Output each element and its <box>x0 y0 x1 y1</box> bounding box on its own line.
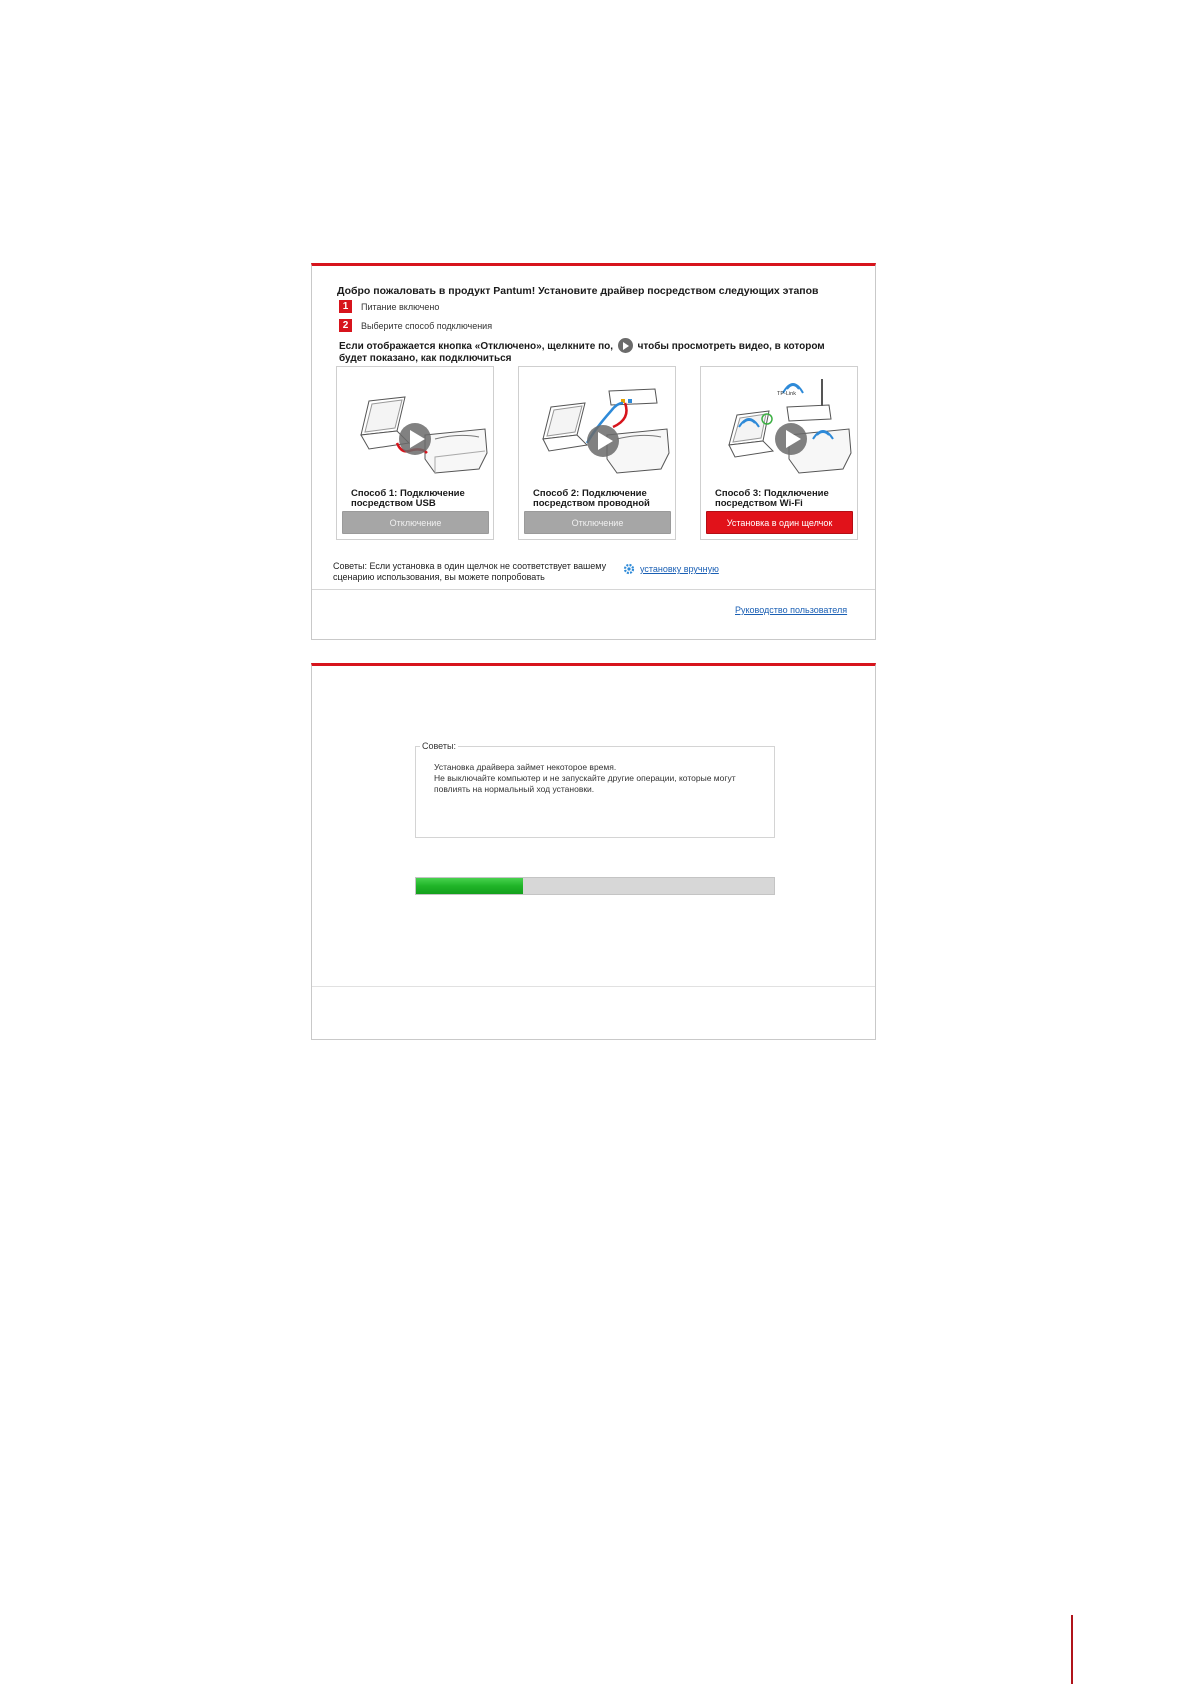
usb-disabled-button[interactable]: Отключение <box>342 511 489 534</box>
welcome-heading: Добро пожаловать в продукт Pantum! Установите драйвер посредством следующих этапов <box>337 285 819 297</box>
installer-window <box>311 263 876 640</box>
tips-line: Не выключайте компьютер и не запускайте другие операции, которые могут повлиять на нормальный ход установки. <box>434 773 736 794</box>
method-card-usb <box>336 366 494 540</box>
method-title: Способ 2: Подключение посредством проводной <box>533 488 650 509</box>
notice-text-end: чтобы просмотреть видео, в котором будет показано, как подключиться <box>339 341 825 364</box>
step-choose-connection <box>339 319 492 332</box>
install-progress-bar <box>415 877 775 895</box>
step-label: Выберите способ подключения <box>361 320 493 331</box>
play-icon <box>775 423 807 455</box>
page-edge-marker <box>1071 1615 1073 1684</box>
wifi-connection-illustration <box>703 369 855 484</box>
notice-text-start: Если отображается кнопка «Отключено», щелкните по, <box>339 341 613 352</box>
gear-icon <box>622 562 636 576</box>
play-icon <box>587 425 619 457</box>
divider <box>312 986 875 987</box>
step-number-badge: 1 <box>339 300 352 313</box>
method-card-wired <box>518 366 676 540</box>
method-title: Способ 3: Подключение посредством Wi-Fi <box>715 488 829 509</box>
method-title: Способ 1: Подключение посредством USB <box>351 488 465 509</box>
tips-line: Установка драйвера займет некоторое время. <box>434 762 617 772</box>
method-card-wifi <box>700 366 858 540</box>
manual-install[interactable] <box>622 562 719 576</box>
router-brand-label: TP-Link <box>777 391 796 397</box>
usb-connection-illustration <box>339 369 491 484</box>
divider <box>312 589 875 590</box>
video-notice <box>339 338 849 364</box>
manual-install-link[interactable]: установку вручную <box>640 564 719 574</box>
progress-fill <box>416 878 523 894</box>
user-guide-link[interactable]: Руководство пользователя <box>735 605 848 615</box>
tips-group <box>415 741 775 838</box>
wired-connection-illustration <box>521 369 673 484</box>
one-click-install-button[interactable]: Установка в один щелчок <box>706 511 853 534</box>
tips-text: Советы: Если установка в один щелчок не соответствует вашему сценарию использования, вы можете попробовать <box>333 561 607 582</box>
tips-legend: Советы: <box>422 741 456 751</box>
wired-disabled-button[interactable]: Отключение <box>524 511 671 534</box>
step-number-badge: 2 <box>339 319 352 332</box>
step-label: Питание включено <box>361 301 440 312</box>
play-icon <box>618 338 633 353</box>
progress-window <box>311 663 876 1040</box>
play-icon <box>399 423 431 455</box>
step-power-on <box>339 300 439 313</box>
tips-body <box>434 762 764 795</box>
